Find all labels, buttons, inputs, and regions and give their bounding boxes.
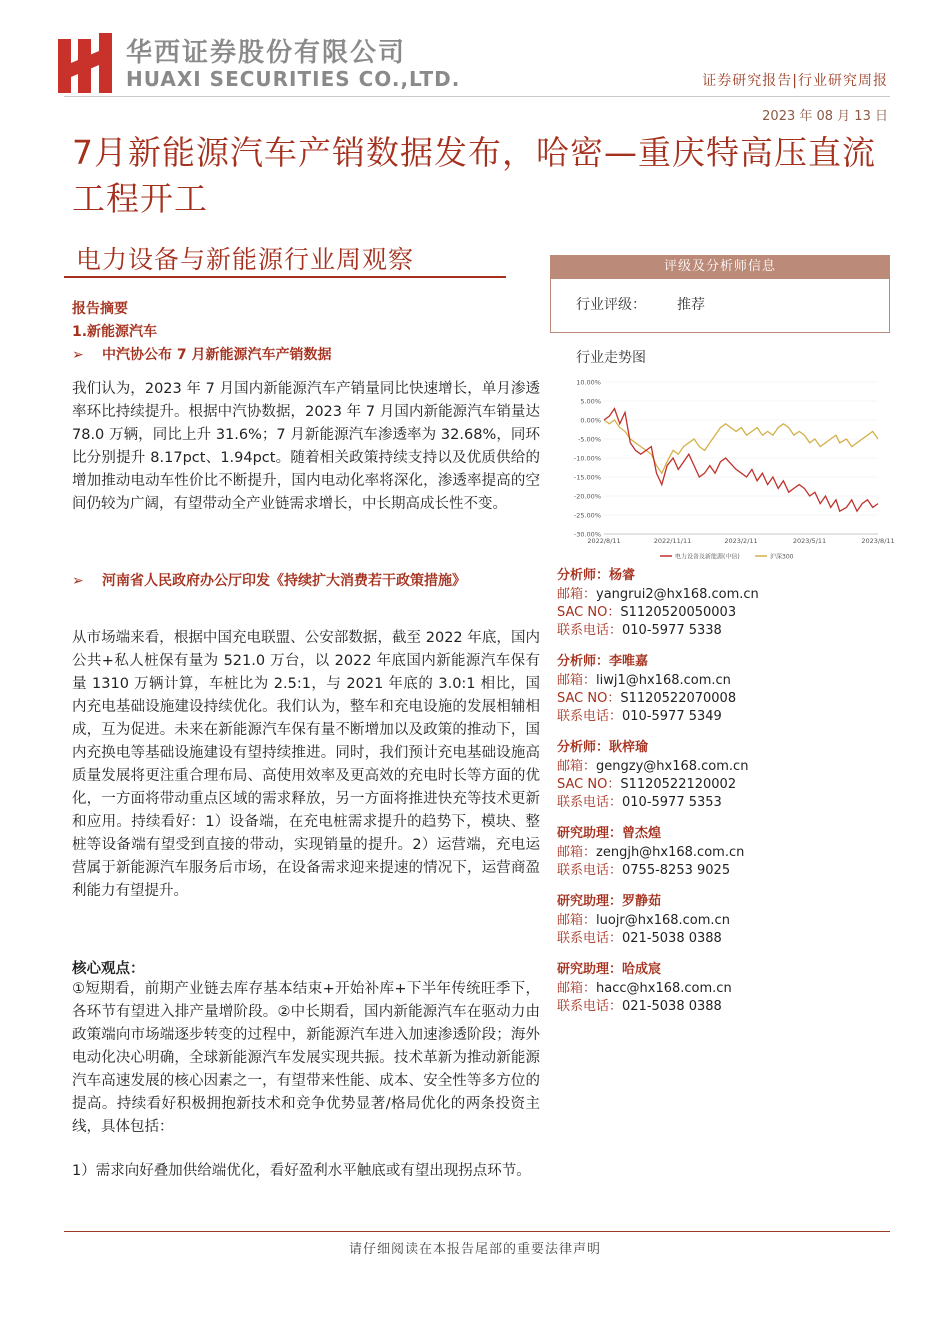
report-date: 2023 年 08 月 13 日 xyxy=(762,109,888,124)
y-tick-label: -30.00% xyxy=(573,530,601,539)
bullet-heading-1 xyxy=(72,344,540,366)
analyst-contact-line xyxy=(557,690,887,708)
contact-key: 联系电话： xyxy=(557,863,623,878)
contact-value: hacc@hx168.com.cn xyxy=(596,981,732,996)
y-tick-label: 10.00% xyxy=(576,378,601,387)
legend-label: 沪深300 xyxy=(770,553,794,561)
contact-value: 010-5977 5338 xyxy=(622,623,722,638)
bullet-arrow-icon: ➢ xyxy=(72,347,84,363)
summary-label xyxy=(72,298,540,344)
y-tick-label: -5.00% xyxy=(578,435,601,444)
subtitle-underline xyxy=(64,276,506,278)
y-tick-label: 5.00% xyxy=(580,397,601,406)
contact-key: 邮箱： xyxy=(557,845,597,860)
bullet-heading-2 xyxy=(72,570,570,592)
x-tick-label: 2023/5/11 xyxy=(792,537,827,545)
analyst-list xyxy=(557,566,887,1028)
contact-key: 联系电话： xyxy=(557,623,623,638)
paragraph-2: 从市场端来看，根据中国充电联盟、公安部数据，截至 2022 年底，国内公共+私人桩保有量为 521.0 万台，以 2022 年底国内新能源汽车保有量 1310 万辆计算，车桩比为 2.5:1，与 2021 年底的 3.0:1 相比，国内充电基础设施建设持续优化。我们认为，整车和充电设施的发展相辅相成，互为促进。未来在新能源汽车保有量不断增加以及政策的推动下，国内充换电等基础设施建设有望持续推进。同时，我们预计充电基础设施高质量发展将更注重合理布局、高使用效率及更高效的充电时长等方面的优化，一方面将带动重点区域的需求释放，另一方面将推进快充等技术更新和应用。持续看好：1）设备端，在充电桩需求提升的趋势下，模块、整桩等设备端有望受到直接的带动，实现销量的提升。2）运营端，充电运营属于新能源汽车服务后市场，在设备需求迎来提速的情况下，运营商盈利能力有望提升。 xyxy=(72,630,540,899)
analyst-entry xyxy=(557,892,887,948)
analyst-contact-line xyxy=(557,776,887,794)
contact-value: S1120520050003 xyxy=(620,605,737,620)
analyst-contact-line xyxy=(557,794,887,812)
analyst-name: 研究助理：曾杰煌 xyxy=(557,826,662,841)
industry-trend-chart xyxy=(560,372,895,568)
contact-key: SAC NO： xyxy=(557,691,621,706)
analyst-name: 研究助理：哈成宸 xyxy=(557,962,662,977)
header-divider xyxy=(64,96,890,97)
contact-value: 010-5977 5353 xyxy=(622,795,722,810)
contact-key: 邮箱： xyxy=(557,981,597,996)
company-name-en: HUAXI SECURITIES CO.,LTD. xyxy=(126,67,461,91)
rating-value: 推荐 xyxy=(677,297,705,313)
analyst-entry xyxy=(557,960,887,1016)
contact-value: S1120522120002 xyxy=(620,777,737,792)
paragraph-4: 1）需求向好叠加供给端优化，看好盈利水平触底或有望出现拐点环节。 xyxy=(72,1163,531,1179)
contact-value: 021-5038 0388 xyxy=(622,999,722,1014)
contact-key: 邮箱： xyxy=(557,759,597,774)
contact-value: liwj1@hx168.com.cn xyxy=(596,673,731,688)
analyst-contact-line xyxy=(557,672,887,690)
legal-notice: 请仔细阅读在本报告尾部的重要法律声明 xyxy=(348,1242,601,1257)
analyst-contact-line xyxy=(557,708,887,726)
analyst-entry xyxy=(557,566,887,640)
y-tick-label: -20.00% xyxy=(573,492,601,501)
y-tick-label: -25.00% xyxy=(573,511,601,520)
sidebar-header: 评级及分析师信息 xyxy=(550,255,890,279)
series-line xyxy=(604,420,878,473)
trend-chart-title: 行业走势图 xyxy=(576,350,646,366)
contact-key: 联系电话： xyxy=(557,709,623,724)
legend-label: 电力设备及新能源(中信) xyxy=(675,553,740,561)
paragraph-1: 我们认为，2023 年 7 月国内新能源汽车产销量同比快速增长，单月渗透率环比持续提升。根据中汽协数据，2023 年 7 月国内新能源汽车销量达 78.0 万辆，同比上升 31.6%；7 月新能源汽车渗透率为 32.68%，同环比分别提升 8.17pct、1.94pct。随着相关政策持续支持以及优质供给的增加推动电动车性价比不断提升，国内电动化率将深化，渗透率提高的空间仍较为广阔，有望带动全产业链需求增长，中长期高成长性不变。 xyxy=(72,381,540,512)
contact-value: 0755-8253 9025 xyxy=(622,863,731,878)
analyst-name: 分析师：杨睿 xyxy=(557,568,636,583)
analyst-contact-line xyxy=(557,862,887,880)
contact-key: SAC NO： xyxy=(557,605,621,620)
bullet-arrow-icon: ➢ xyxy=(72,573,84,589)
summary-heading: 报告摘要 xyxy=(72,301,128,317)
report-title: 7月新能源汽车产销数据发布，哈密—重庆特高压直流工程开工 xyxy=(72,133,876,218)
analyst-contact-line xyxy=(557,586,887,604)
y-tick-label: 0.00% xyxy=(580,416,601,425)
contact-key: 联系电话： xyxy=(557,999,623,1014)
y-tick-label: -10.00% xyxy=(573,454,601,463)
y-tick-label: -15.00% xyxy=(573,473,601,482)
contact-value: gengzy@hx168.com.cn xyxy=(596,759,749,774)
contact-value: luojr@hx168.com.cn xyxy=(596,913,730,928)
analyst-contact-line xyxy=(557,930,887,948)
analyst-contact-line xyxy=(557,844,887,862)
contact-key: SAC NO： xyxy=(557,777,621,792)
contact-key: 邮箱： xyxy=(557,913,597,928)
contact-value: S1120522070008 xyxy=(620,691,737,706)
contact-value: 021-5038 0388 xyxy=(622,931,722,946)
footer-divider xyxy=(64,1231,890,1232)
analyst-entry xyxy=(557,738,887,812)
rating-label: 行业评级： xyxy=(576,297,646,313)
contact-value: 010-5977 5349 xyxy=(622,709,722,724)
contact-key: 邮箱： xyxy=(557,587,597,602)
analyst-contact-line xyxy=(557,622,887,640)
analyst-contact-line xyxy=(557,758,887,776)
analyst-name: 研究助理：罗静茹 xyxy=(557,894,662,909)
contact-value: yangrui2@hx168.com.cn xyxy=(596,587,759,602)
analyst-entry xyxy=(557,652,887,726)
report-type-tag: 证券研究报告|行业研究周报 xyxy=(702,73,888,89)
analyst-name: 分析师：李唯嘉 xyxy=(557,654,649,669)
analyst-name: 分析师：耿梓瑜 xyxy=(557,740,649,755)
huaxi-logo-mark xyxy=(58,33,112,93)
bullet-text: 中汽协公布 7 月新能源汽车产销数据 xyxy=(102,347,332,363)
analyst-contact-line xyxy=(557,912,887,930)
company-name-cn: 华西证券股份有限公司 xyxy=(126,38,407,68)
contact-key: 联系电话： xyxy=(557,931,623,946)
report-subtitle: 电力设备与新能源行业周观察 xyxy=(76,245,415,274)
x-tick-label: 2023/2/11 xyxy=(724,537,758,545)
x-tick-label: 2022/8/11 xyxy=(587,537,621,545)
section-heading-nev: 1.新能源汽车 xyxy=(72,324,158,340)
contact-key: 联系电话： xyxy=(557,795,623,810)
x-tick-label: 2022/11/11 xyxy=(653,537,692,545)
paragraph-3: ①短期看，前期产业链去库存基本结束+开始补库+下半年传统旺季下，各环节有望进入排产量增阶段。②中长期看，国内新能源汽车在驱动力由政策端向市场端逐步转变的过程中，新能源汽车进入加速渗透阶段；海外电动化决心明确，全球新能源汽车发展实现共振。技术革新为推动新能源汽车高速发展的核心因素之一，有望带来性能、成本、安全性等多方位的提高。持续看好积极拥抱新技术和竞争优势显著/格局优化的两条投资主线，具体包括： xyxy=(72,981,540,1135)
bullet-text: 河南省人民政府办公厅印发《持续扩大消费若干政策措施》 xyxy=(102,573,466,589)
analyst-contact-line xyxy=(557,998,887,1016)
x-tick-label: 2023/8/11 xyxy=(861,537,895,545)
core-view-label: 核心观点： xyxy=(72,961,145,977)
analyst-contact-line xyxy=(557,980,887,998)
analyst-entry xyxy=(557,824,887,880)
analyst-contact-line xyxy=(557,604,887,622)
contact-key: 邮箱： xyxy=(557,673,597,688)
contact-value: zengjh@hx168.com.cn xyxy=(596,845,745,860)
